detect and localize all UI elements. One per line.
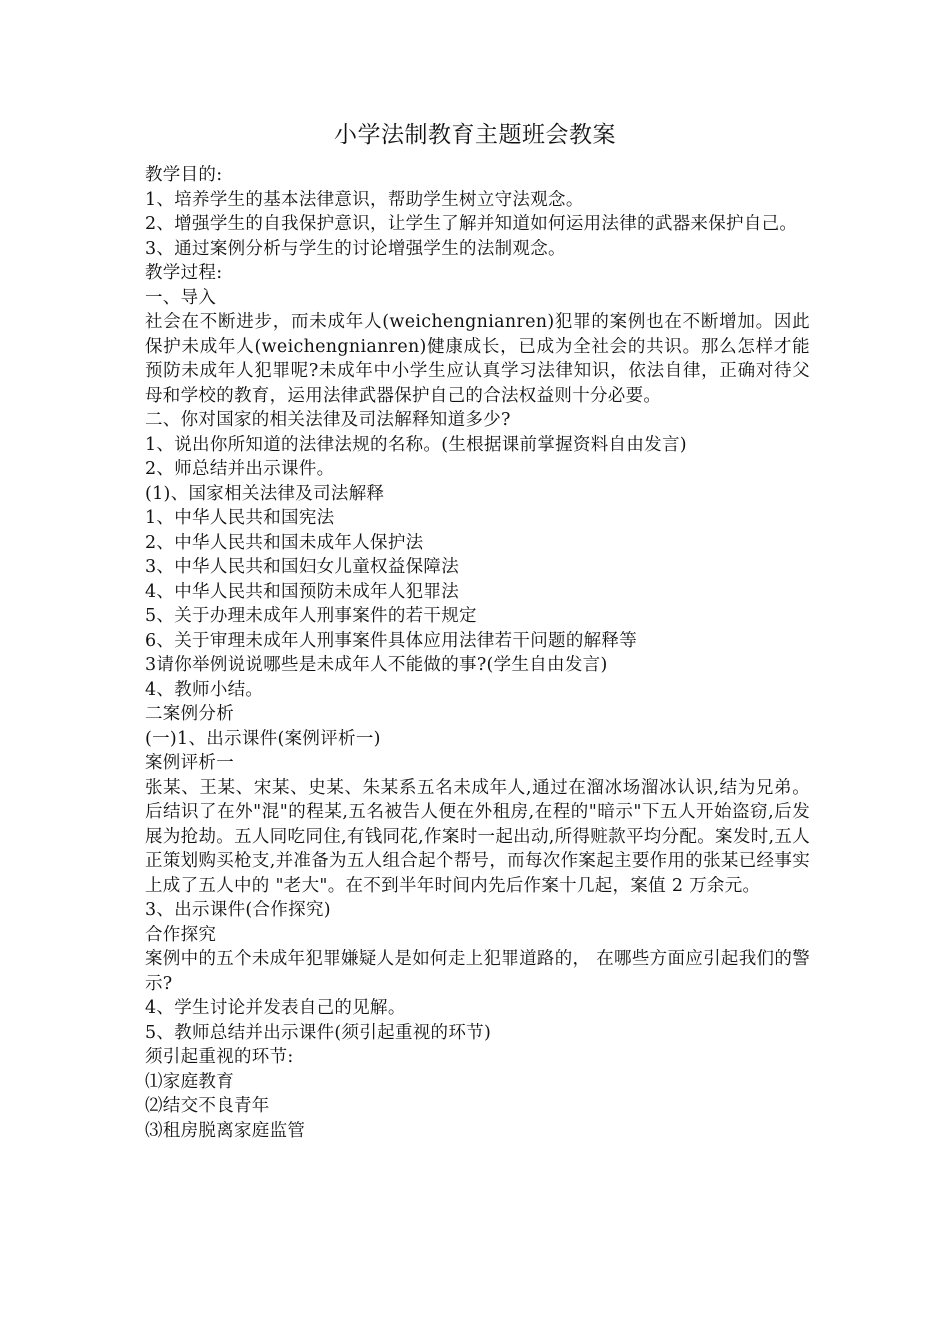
cooperation-question: 案例中的五个未成年犯罪嫌疑人是如何走上犯罪道路的， 在哪些方面应引起我们的警示?: [145, 949, 810, 994]
case-step-5: 5、教师总结并出示课件(须引起重视的环节): [145, 1022, 492, 1043]
document-title: 小学法制教育主题班会教案: [334, 122, 616, 148]
section-heading-process: 教学过程:: [145, 263, 223, 283]
laws-step-4: 4、教师小结。: [145, 679, 264, 700]
attention-item-3: ⑶租房脱离家庭监管: [145, 1120, 306, 1141]
attention-item-2: ⑵结交不良青年: [145, 1096, 270, 1116]
intro-paragraph: 社会在不断进步，而未成年人(weichengnianren)犯罪的案例也在不断增加。因此保护未成年人(weichengnianren)健康成长，已成为全社会的共识。那么怎样才能预防未成年人犯罪呢?未成年中小学生应认真学习法律知识，依法自律，正确对待父母和学校的教育，运用法律武器保护自己的合法权益则十分必要。: [145, 312, 810, 406]
attention-item-1: ⑴家庭教育: [145, 1071, 234, 1092]
laws-list-heading: (1)、国家相关法律及司法解释: [145, 483, 385, 504]
attention-heading: 须引起重视的环节:: [145, 1047, 294, 1067]
laws-step-3: 3请你举例说说哪些是未成年人不能做的事?(学生自由发言): [145, 655, 608, 675]
case-step-3: 3、出示课件(合作探究): [145, 900, 331, 920]
subsection-heading-case-analysis: 二案例分析: [145, 704, 234, 724]
case-paragraph: 张某、王某、宋某、史某、朱某系五名未成年人,通过在溜冰场溜冰认识,结为兄弟。后结识了在外"混"的程某,五名被告人便在外租房,在程的"暗示"下五人开始盗窃,后发展为抢劫。五人同吃同住,有钱同花,作案时一起出动,所得赃款平均分配。案发时,五人正策划购买枪支,并准备为五人组合起个帮号，而每次作案起主要作用的张某已经事实上成了五人中的 "老大"。在不到半年时间内先后作案十几起，案值 2 万余元。: [145, 777, 810, 896]
case-step-1: (一)1、出示课件(案例评析一): [145, 728, 381, 749]
case-title: 案例评析一: [145, 753, 234, 773]
subsection-heading-intro: 一、导入: [145, 287, 217, 308]
case-step-4: 4、学生讨论并发表自己的见解。: [145, 998, 406, 1018]
cooperation-heading: 合作探究: [145, 924, 217, 945]
laws-step-2: 2、师总结并出示课件。: [145, 459, 335, 479]
law-item-3: 3、中华人民共和国妇女儿童权益保障法: [145, 557, 460, 577]
objective-item-3: 3、通过案例分析与学生的讨论增强学生的法制观念。: [145, 238, 566, 259]
laws-step-1: 1、说出你所知道的法律法规的名称。(生根据课前掌握资料自由发言): [145, 434, 687, 455]
subsection-heading-laws: 二、你对国家的相关法律及司法解释知道多少?: [145, 410, 511, 430]
objective-item-1: 1、培养学生的基本法律意识，帮助学生树立守法观念。: [145, 189, 584, 210]
objective-item-2: 2、增强学生的自我保护意识，让学生了解并知道如何运用法律的武器来保护自己。: [145, 214, 798, 234]
law-item-5: 5、关于办理未成年人刑事案件的若干规定: [145, 606, 477, 626]
law-item-6: 6、关于审理未成年人刑事案件具体应用法律若干问题的解释等: [145, 630, 638, 651]
document-body: [145, 163, 810, 1143]
law-item-1: 1、中华人民共和国宪法: [145, 508, 335, 528]
section-heading-objectives: 教学目的:: [145, 165, 223, 185]
law-item-4: 4、中华人民共和国预防未成年人犯罪法: [145, 581, 460, 602]
law-item-2: 2、中华人民共和国未成年人保护法: [145, 532, 424, 553]
